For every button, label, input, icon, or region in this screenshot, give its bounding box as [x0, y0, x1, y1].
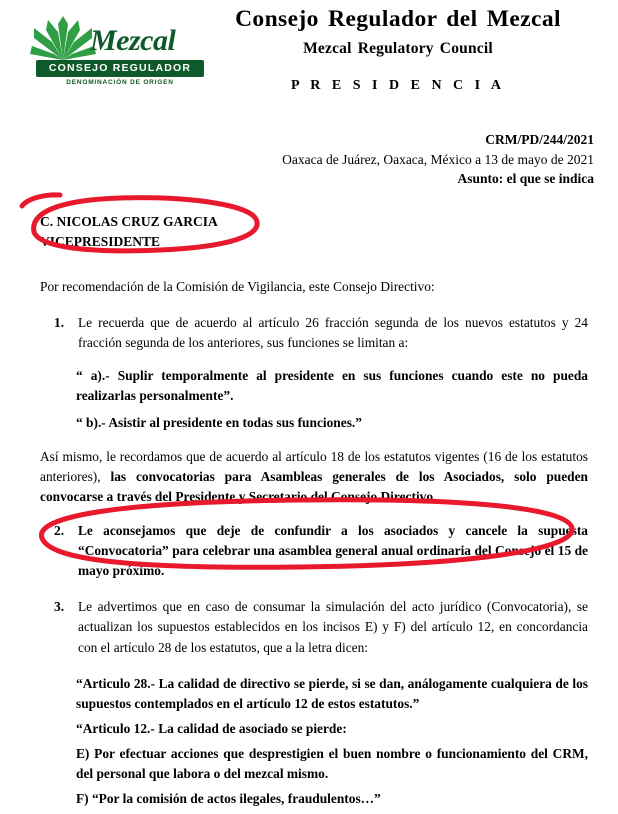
list-item	[40, 521, 588, 581]
folio-number: CRM/PD/244/2021	[485, 132, 594, 147]
intro-paragraph: Por recomendación de la Comisión de Vigilancia, este Consejo Directivo:	[40, 279, 435, 294]
list-item-number: 2.	[54, 522, 65, 538]
numbered-list-2	[40, 521, 588, 658]
list-item	[40, 313, 588, 353]
institution-title: Consejo Regulador del Mezcal	[235, 6, 561, 32]
section-title: P R E S I D E N C I A	[291, 78, 505, 93]
asimismo-text-plain: Así mismo, le recordamos que de acuerdo al artículo 18 de los estatutos vigentes (16 de los estatutos anteriores),	[40, 448, 588, 484]
list-item	[40, 597, 588, 657]
list-item-text: Le aconsejamos que deje de confundir a los asociados y cancele la supuesta “Convocatoria” para celebrar una asamblea general anual ordinaria del Consejo el 15 de mayo próximo.	[78, 522, 588, 579]
place-and-date: Oaxaca de Juárez, Oaxaca, México a 13 de mayo de 2021	[282, 151, 594, 167]
addressee-role: VICEPRESIDENTE	[40, 233, 161, 249]
list-item-number: 3.	[54, 599, 65, 615]
article-12-f: F) “Por la comisión de actos ilegales, fraudulentos…”	[76, 791, 381, 807]
agave-icon	[28, 10, 98, 62]
addressee-name: C. NICOLAS CRUZ GARCIA	[40, 214, 218, 229]
list-item-text: Le recuerda que de acuerdo al artículo 26 fracción segunda de los nuevos estatutos y 24 fracción segunda de los anteriores, sus funciones se limitan a:	[78, 315, 588, 351]
numbered-list	[40, 313, 588, 353]
header-titles	[188, 6, 608, 94]
logo-subtext: DENOMINACIÓN DE ORIGEN	[66, 79, 174, 86]
logo-bar-text: CONSEJO REGULADOR	[36, 60, 204, 77]
crm-logo	[14, 8, 210, 100]
article-12-quote: “Articulo 12.- La calidad de asociado se pierde:	[76, 720, 347, 736]
document-body	[40, 277, 588, 814]
ink-lead-stroke	[22, 195, 60, 206]
institution-subtitle: Mezcal Regulatory Council	[303, 40, 493, 57]
asimismo-paragraph	[40, 447, 588, 507]
article-28-quote: “Articulo 28.- La calidad de directivo se pierde, si se dan, análogamente cualquiera de los supuestos contemplados en el artículo 12 de estos estatutos.”	[76, 675, 588, 711]
logo-wordmark: Mezcal	[90, 24, 176, 57]
article-12-e: E) Por efectuar acciones que desprestigien el buen nombre o funcionamiento del CRM, del personal que labora o del mezcal mismo.	[76, 745, 588, 782]
list-item-text: Le advertimos que en caso de consumar la simulación del acto jurídico (Convocatoria), se actualizan los supuestos establecidos en los incisos E) y F) del artículo 12, en concordancia con el artículo 28 de los estatutos, que a la letra dicen:	[78, 599, 588, 655]
document-header	[0, 0, 618, 118]
quote-b: “ b).- Asistir al presidente en todas sus funciones.”	[76, 414, 362, 430]
list-item-number: 1.	[54, 315, 65, 331]
subject-line: Asunto: el que se indica	[457, 171, 594, 187]
asimismo-text-bold: las convocatorias para Asambleas generales de los Asociados, solo pueden convocarse a través del Presidente y Secretario del Consejo Directivo.	[40, 468, 588, 504]
addressee-block	[40, 212, 218, 251]
document-meta	[282, 130, 594, 189]
quote-a: “ a).- Suplir temporalmente al presidente en sus funciones cuando este no pueda realizarlas personalmente”.	[76, 368, 588, 404]
